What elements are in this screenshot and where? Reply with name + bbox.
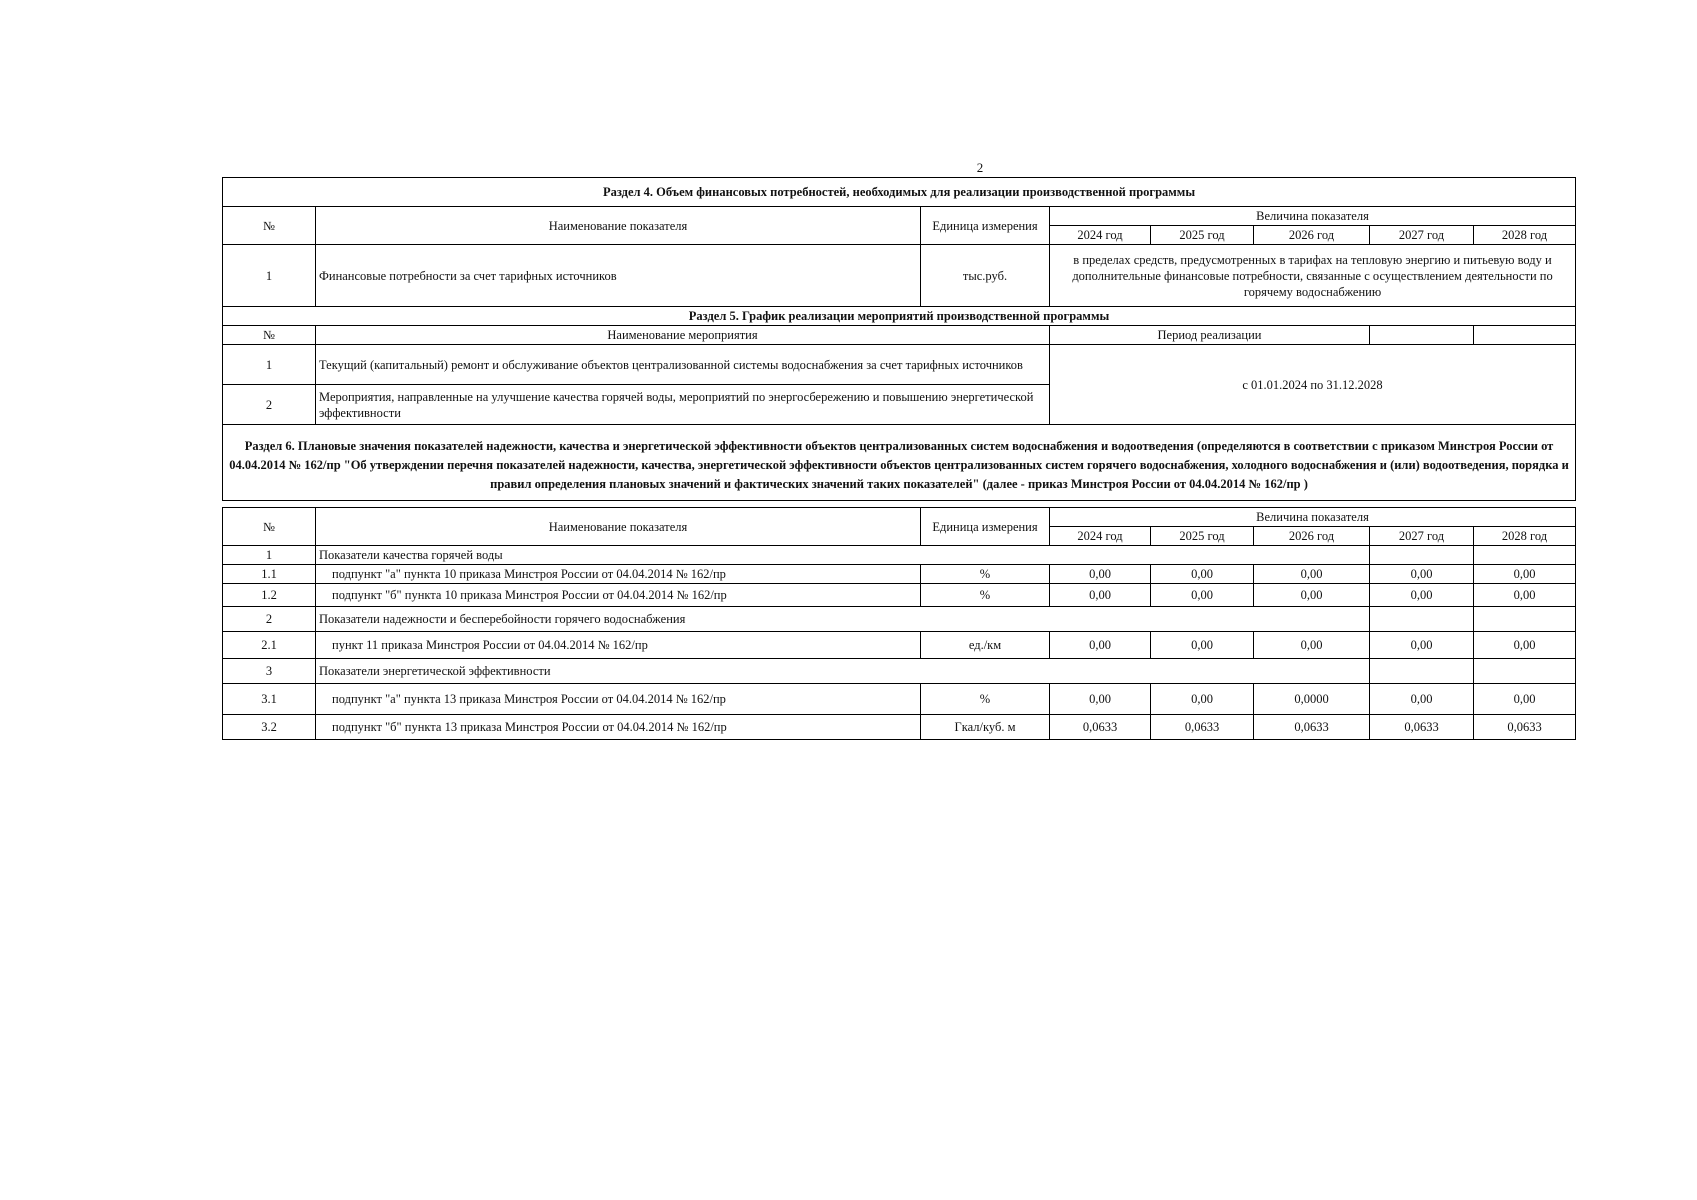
period-value: с 01.01.2024 по 31.12.2028 — [1050, 345, 1576, 425]
value-cell: 0,00 — [1151, 684, 1254, 715]
value-cell: 0,00 — [1370, 565, 1474, 584]
row-num: 2 — [223, 385, 316, 425]
group-name: Показатели энергетической эффективности — [316, 659, 1370, 684]
row-name: Текущий (капитальный) ремонт и обслуживание объектов централизованной системы водоснабжения за счет тарифных источников — [316, 345, 1050, 385]
page-number: 2 — [976, 160, 984, 175]
row-name: Финансовые потребности за счет тарифных источников — [316, 245, 921, 307]
row-unit: ед./км — [921, 632, 1050, 659]
section6-header-value: Величина показателя — [1050, 508, 1576, 527]
row-unit: % — [921, 684, 1050, 715]
section4-header-name: Наименование показателя — [316, 207, 921, 245]
group-row — [223, 607, 1576, 632]
section4-year-header: 2027 год — [1370, 226, 1474, 245]
table-row — [223, 715, 1576, 740]
row-num: 3.2 — [223, 715, 316, 740]
section6-header-name: Наименование показателя — [316, 508, 921, 546]
section4-header-unit: Единица измерения — [921, 207, 1050, 245]
section6-header-num: № — [223, 508, 316, 546]
row-num: 1 — [223, 345, 316, 385]
row-name: подпункт "а" пункта 13 приказа Минстроя России от 04.04.2014 № 162/пр — [316, 684, 921, 715]
value-cell: 0,00 — [1151, 584, 1254, 607]
value-cell: 0,00 — [1474, 684, 1576, 715]
document-body — [222, 177, 1575, 740]
value-cell: 0,00 — [1151, 565, 1254, 584]
value-cell: 0,00 — [1254, 584, 1370, 607]
empty-cell — [1474, 326, 1576, 345]
row-unit: тыс.руб. — [921, 245, 1050, 307]
row-name: подпункт "б" пункта 10 приказа Минстроя России от 04.04.2014 № 162/пр — [316, 584, 921, 607]
row-unit: Гкал/куб. м — [921, 715, 1050, 740]
row-unit: % — [921, 565, 1050, 584]
group-num: 3 — [223, 659, 316, 684]
empty-cell — [1474, 659, 1576, 684]
section5-header-period: Период реализации — [1050, 326, 1370, 345]
row-unit: % — [921, 584, 1050, 607]
value-cell: 0,00 — [1050, 584, 1151, 607]
value-cell: 0,00 — [1151, 632, 1254, 659]
table-row — [223, 345, 1576, 385]
section6-header-unit: Единица измерения — [921, 508, 1050, 546]
value-cell: 0,00 — [1050, 565, 1151, 584]
section6-title: Раздел 6. Плановые значения показателей надежности, качества и энергетической эффективности объектов централизованных систем водоснабжения и водоотведения (определяются в соответствии с приказом Минстроя России от 04.04.2014 № 162/пр "Об утверждении перечня показателей надежности, качества, энергетической эффективности объектов централизованных систем горячего водоснабжения, холодного водоснабжения и (или) водоотведения, порядка и правил определения плановых значений и фактических значений таких показателей" (далее - приказ Минстроя России от 04.04.2014 № 162/пр ) — [223, 425, 1576, 501]
main-table — [222, 177, 1576, 740]
group-row — [223, 546, 1576, 565]
table-row — [223, 684, 1576, 715]
value-cell: 0,00 — [1370, 684, 1474, 715]
row-num: 1 — [223, 245, 316, 307]
row-num: 1.2 — [223, 584, 316, 607]
section4-header-value: Величина показателя — [1050, 207, 1576, 226]
group-name: Показатели качества горячей воды — [316, 546, 1370, 565]
section4-year-header: 2025 год — [1151, 226, 1254, 245]
empty-cell — [1370, 546, 1474, 565]
section4-header-num: № — [223, 207, 316, 245]
section5-header-num: № — [223, 326, 316, 345]
value-cell: 0,00 — [1254, 565, 1370, 584]
section4-title: Раздел 4. Объем финансовых потребностей, необходимых для реализации производственной программы — [223, 178, 1576, 207]
row-name: подпункт "а" пункта 10 приказа Минстроя России от 04.04.2014 № 162/пр — [316, 565, 921, 584]
value-cell: 0,00 — [1254, 632, 1370, 659]
section4-year-header: 2028 год — [1474, 226, 1576, 245]
value-cell: 0,00 — [1474, 584, 1576, 607]
value-cell: 0,00 — [1050, 632, 1151, 659]
section6-year-header: 2026 год — [1254, 527, 1370, 546]
value-cell: 0,0633 — [1050, 715, 1151, 740]
row-num: 3.1 — [223, 684, 316, 715]
value-cell: 0,00 — [1474, 565, 1576, 584]
section6-year-header: 2024 год — [1050, 527, 1151, 546]
section6-year-header: 2027 год — [1370, 527, 1474, 546]
group-name: Показатели надежности и бесперебойности горячего водоснабжения — [316, 607, 1370, 632]
row-name: пункт 11 приказа Минстроя России от 04.04.2014 № 162/пр — [316, 632, 921, 659]
value-cell: 0,00 — [1370, 632, 1474, 659]
empty-cell — [1370, 659, 1474, 684]
row-num: 2.1 — [223, 632, 316, 659]
value-cell: 0,0633 — [1370, 715, 1474, 740]
table-row — [223, 245, 1576, 307]
group-row — [223, 659, 1576, 684]
row-num: 1.1 — [223, 565, 316, 584]
row-name: подпункт "б" пункта 13 приказа Минстроя России от 04.04.2014 № 162/пр — [316, 715, 921, 740]
empty-cell — [1370, 607, 1474, 632]
section4-year-header: 2024 год — [1050, 226, 1151, 245]
section5-header-name: Наименование мероприятия — [316, 326, 1050, 345]
section6-year-header: 2028 год — [1474, 527, 1576, 546]
empty-cell — [1474, 607, 1576, 632]
section5-title: Раздел 5. График реализации мероприятий производственной программы — [223, 307, 1576, 326]
value-cell: 0,00 — [1050, 684, 1151, 715]
table-row — [223, 632, 1576, 659]
spacer — [223, 501, 1576, 508]
row-name: Мероприятия, направленные на улучшение качества горячей воды, мероприятий по энергосбережению и повышению энергетической эффективности — [316, 385, 1050, 425]
section6-year-header: 2025 год — [1151, 527, 1254, 546]
section4-year-header: 2026 год — [1254, 226, 1370, 245]
empty-cell — [1370, 326, 1474, 345]
financial-value-note: в пределах средств, предусмотренных в тарифах на тепловую энергию и питьевую воду и дополнительные финансовые потребности, связанные с осуществлением деятельности по горячему водоснабжению — [1050, 245, 1576, 307]
table-row — [223, 584, 1576, 607]
group-num: 2 — [223, 607, 316, 632]
table-row — [223, 565, 1576, 584]
group-num: 1 — [223, 546, 316, 565]
value-cell: 0,0633 — [1254, 715, 1370, 740]
value-cell: 0,0633 — [1474, 715, 1576, 740]
value-cell: 0,00 — [1474, 632, 1576, 659]
value-cell: 0,00 — [1370, 584, 1474, 607]
empty-cell — [1474, 546, 1576, 565]
value-cell: 0,0000 — [1254, 684, 1370, 715]
value-cell: 0,0633 — [1151, 715, 1254, 740]
